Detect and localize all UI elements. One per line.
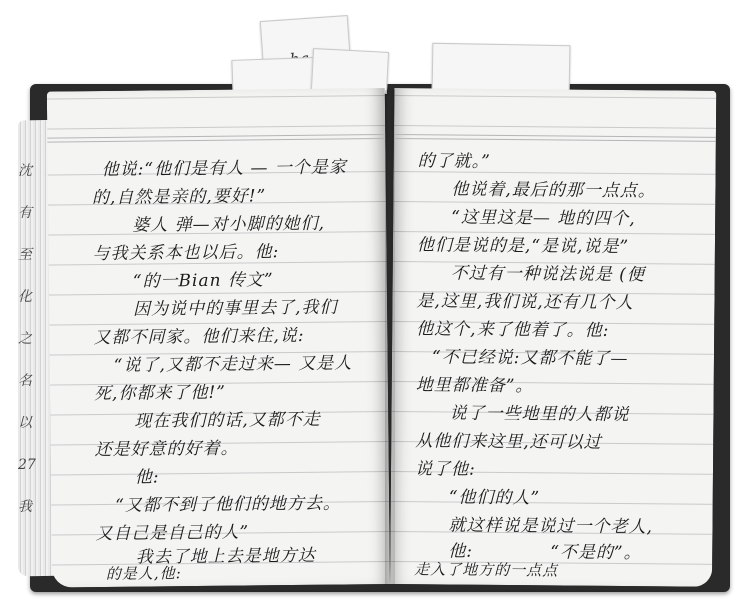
handwritten-line: 因为说中的事里去了,我们 [133,297,338,320]
left-edge-mark: 之 [18,331,32,347]
header-rule [47,134,385,143]
handwritten-line: 他: [134,467,160,488]
handwritten-line: “他们的人” [448,487,541,509]
bookmark-slip [432,43,571,93]
left-edge-mark: 27 [18,457,36,473]
handwritten-line: 婆人 弹—对小脚的她们, [132,213,326,236]
handwritten-line: “的一Bian 传文” [132,270,274,292]
left-edge-mark: 以 [18,415,32,431]
handwritten-line: “说了,又都不走过来— 又是人 [113,353,353,376]
handwritten-line: “不已经说:又都不能了— [431,347,629,370]
left-edge-mark: 名 [18,373,32,389]
handwritten-line: 他们是说的是,“是说,说是” [416,235,630,258]
handwritten-line: 又都不同家。他们来住,说: [93,325,305,349]
handwritten-line: 还是好意的好着。 [94,438,239,461]
handwritten-line: 我去了地上去是地方达 [135,545,316,568]
handwritten-line: 不过有一种说法说是 (便 [450,263,645,286]
handwritten-line: 的是人,他: [105,564,182,583]
left-edge-mark: 有 [18,205,32,221]
handwritten-line: 走入了地方的一点点 [414,560,559,580]
right-page [390,88,716,587]
handwritten-line: 说了他: [414,459,476,480]
handwritten-line: 说了一些地里的人都说 [449,403,630,426]
handwritten-line: “不是的”。 [550,542,642,564]
book-gutter [385,90,395,584]
handwritten-line: 就这样说是说过一个老人, [448,515,653,538]
handwritten-line: 他说:“他们是有人 — 一个是家 [101,157,347,180]
handwritten-line: 他这个,来了他着了。他: [416,319,610,341]
left-edge-mark: 化 [18,289,32,305]
handwritten-line: 的,自然是亲的,要好!” [91,186,267,209]
handwritten-line: 他说着,最后的那一点点。 [451,179,656,202]
left-edge-mark: 沈 [18,163,32,179]
handwritten-line: “又都不到了他们的地方去。 [115,493,341,516]
handwritten-line: 的了就。” [417,151,491,172]
bookmark-slip [311,48,389,94]
handwritten-line: “这里这是— 地的四个, [451,207,636,230]
handwritten-line: 地里都准备”。 [415,375,534,397]
handwritten-line: 他: [448,541,474,562]
left-edge-mark: 我 [18,499,32,515]
left-page [47,88,390,588]
handwritten-line: 与我关系本也以后。他: [92,242,280,265]
handwritten-line: 现在我们的话,又都不走 [134,409,321,432]
header-rule [394,134,716,142]
left-edge-mark: 至 [18,247,32,263]
handwritten-line: 是,这里,我们说,还有几个人 [416,291,634,314]
handwritten-line: 死,你都来了他!” [93,382,227,405]
handwritten-line: 又自己是自己的人” [95,522,250,545]
handwritten-line: 从他们来这里,还可以过 [415,431,602,453]
